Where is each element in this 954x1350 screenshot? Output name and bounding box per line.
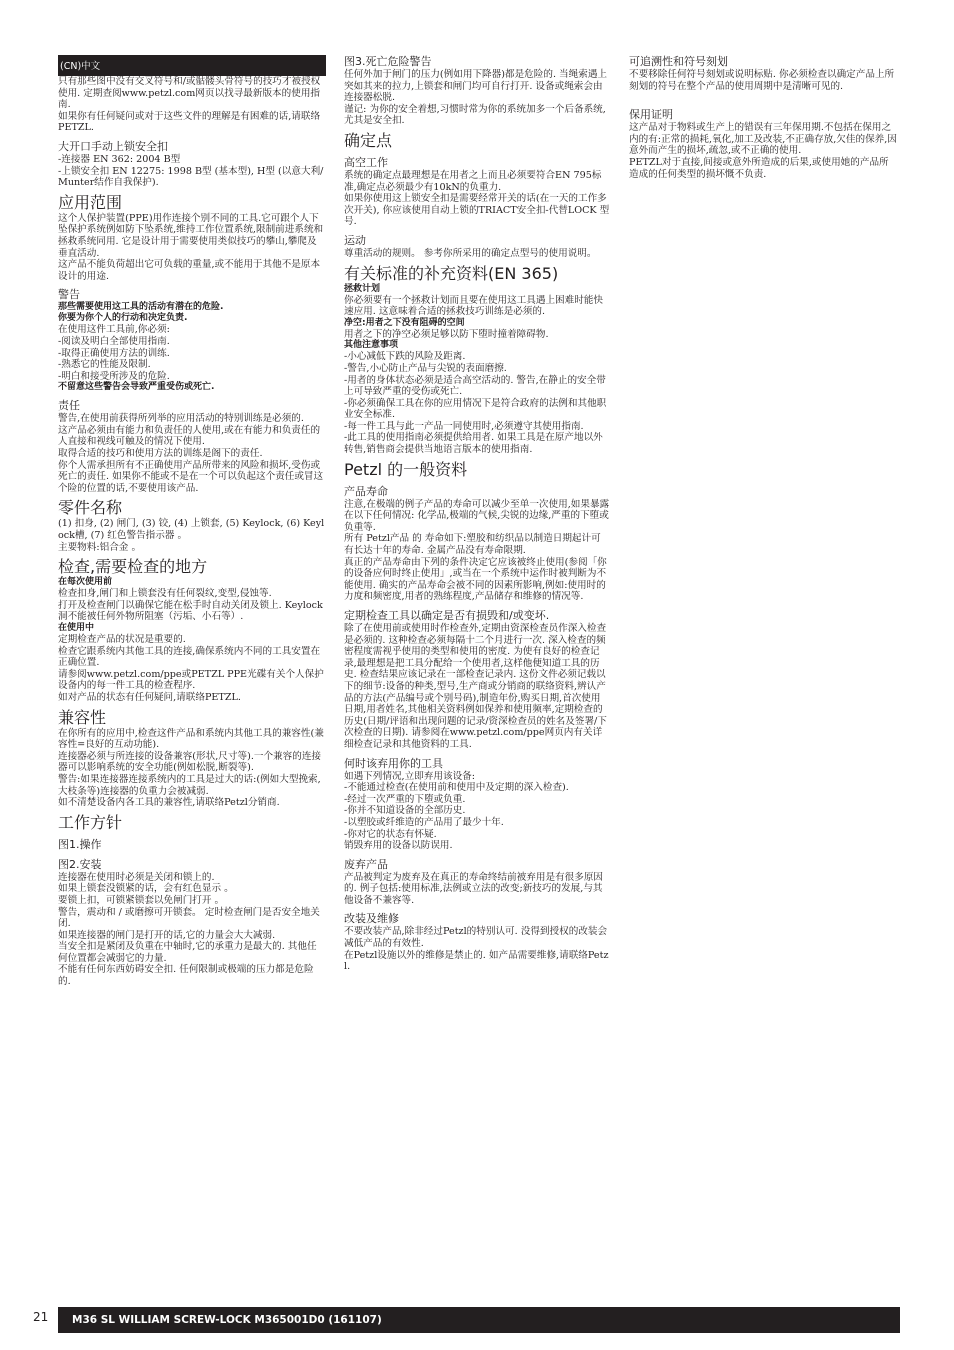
figure-3-label: 图3.死亡危险警告	[344, 55, 432, 68]
clearance-label: 净空:用者之下没有阻碍的空间	[344, 317, 465, 328]
retire-heading: 何时该弃用你的工具	[344, 756, 443, 770]
figure-2-label: 图2.安装	[58, 857, 102, 871]
inspection-heading: 检查,需要检查的地方	[58, 557, 208, 577]
rescue-label: 拯救计划	[344, 283, 381, 294]
warning-text: 在使用这件工具前,你必须: -阅读及明白全部使用指南. -取得正确使用方法的训练. -熟悉它的性能及限制. -明白和接受所涉及的危险.	[58, 324, 170, 382]
warning-bold-text: 那些需要使用这工具的活动有潜在的危险. 你要为你个人的行动和决定负责.	[58, 302, 224, 324]
inspection-during-use-text: 定期检查产品的状况是重要的. 检查它跟系统内其他工具的连接,确保系统内不同的工具安置在正确位置. 请参阅www.petzl.com/ppe或PETZL PPE光碟有关个人保护设备内的每一件工具的检查程序. 如对产品的状态有任何疑问,请联络PETZL.	[58, 634, 324, 703]
sport-heading: 运动	[344, 233, 366, 247]
lifetime-heading: 产品寿命	[344, 484, 388, 498]
warning-bold-footer: 不留意这些警告会导致严重受伤或死亡.	[58, 382, 215, 393]
retire-text: 如遇下列情况,立即弃用该设备: -不能通过检查(在使用前和使用中及定期的深入检查). -经过一次严重的下堕或负重. -你并不知道设备的全部历史. -以塑胶或纤维造的产品用了最少十年. -你对它的状态有怀疑. 销毁弃用的设备以防误用.	[344, 770, 569, 852]
figure-2-text: 连接器在使用时必须是关闭和锁上的. 如果上锁套没锁紧的话，会有红色显示 。 要锁上扣，可锁紧锁套以免闸门打开 。 警告，震动和 / 或磨擦可开锁套。 定时检查闸门是否安全地关闭. 如果连接器的闸门是打开的话,它的力量会大大减弱. 当安全扣是紧闭及负重在中轴时,它的承重力是最大的. 其他任何位置都会减弱它的力量. 不能有任何东西妨碍安全扣. 任何限制或极端的压力都是危险的.	[58, 871, 320, 988]
inspection-during-use-label: 在使用中	[58, 623, 95, 633]
modifications-heading: 改装及维修	[344, 912, 399, 926]
parts-heading: 零件名称	[58, 498, 123, 518]
modifications-text: 不要改装产品,除非经过Petzl的特别认可. 没得到授权的改装会减低产品的有效性. 在Petzl设施以外的维修是禁止的. 如产品需要维修,请联络Petzl.	[344, 926, 609, 973]
language-label: (CN)中文	[58, 55, 326, 76]
petzl-info-heading: Petzl 的一般资料	[344, 459, 468, 479]
inspection-before-use-text: 检查扣身,闸门和上锁套没有任何裂纹,变型,侵蚀等. 打开及检查闸门以确保它能在松手时自动关闭及锁上. Keylock洞不能被任何外物所阻塞（污垢、小石等）.	[58, 588, 323, 623]
en365-heading: 有关标准的补充资料(EN 365)	[344, 263, 559, 283]
column-left	[58, 55, 326, 988]
traceability-text: 不要移除任何符号刻划或说明标贴. 你必须检查以确定产品上所刻划的符号在整个产品的使用周期中是清晰可见的.	[629, 69, 895, 92]
obsolescence-heading: 废弃产品	[344, 857, 388, 871]
periodic-inspection-text: 除了在使用前或使用时作检查外,定期由资深检查员作深入检查是必须的. 这种检查必须每隔十二个月进行一次. 深入检查的频密程度需视乎使用的类型和使用的密度. 为使有良好的检查记录,最理想是把工具分配给一个使用者,这样他便知道工具的历史. 检查结果应该记录在一部检查记录内. 这份文件必须记载以下的细节:设备的种类,型号,生产商或分销商的联络资料,辨认产品的方法(产品编号或个别号码),制造年份,购买日期,首次使用日期,用者姓名,其他相关资料例如保养和使用频率,定期检查的历史(日期/评语和出现问题的记录/资深检查员的姓名及签署/下次检查的日期). 请参阅在www.petzl.com/ppe网页内有关详细检查记录和其他资料的工具.	[344, 623, 607, 750]
figure-1-label: 图1.操作	[58, 837, 102, 851]
work-at-height-heading: 高空工作	[344, 155, 388, 169]
anchor-heading: 确定点	[344, 130, 393, 150]
standards-text: -连接器 EN 362: 2004 B型 -上锁安全扣 EN 12275: 1998 B型 (基本型), H型 (以意大利/Munter结作自我保护).	[58, 153, 324, 189]
column-middle	[344, 55, 610, 973]
compatibility-heading: 兼容性	[58, 707, 107, 727]
page-number: 21	[33, 1310, 49, 1324]
document-reference: M36 SL WILLIAM SCREW-LOCK M365001D0 (161107)	[58, 1307, 900, 1333]
responsibility-heading: 责任	[58, 399, 80, 413]
obsolescence-text: 产品被判定为废弃及在真正的寿命终结前被弃用是有很多原因的. 例子包括:使用标准,法例或立法的改变;新技巧的发展,与其他设备不兼容等.	[344, 871, 604, 906]
responsibility-text: 警告,在使用前获得所列举的应用活动的特别训练是必须的. 这产品必须由有能力和负责任的人使用,或在有能力和负责任的人直接和视线可触及的情况下使用. 取得合适的技巧和使用方法的训练是阁下的责任. 你个人需承担所有不正确使用产品所带来的风险和损坏,受伤或死亡的责任. 如果你不能或不是在一个可以负起这个责任或冒这个险的位置的话,不要使用该产品.	[58, 413, 324, 494]
rescue-text: 你必须要有一个拯救计划而且要在使用这工具遇上困难时能快速应用. 这意味着合适的拯救技巧训练是必须的.	[344, 294, 604, 318]
working-principles-heading: 工作方针	[58, 812, 123, 832]
warranty-text: 这产品对于物料或生产上的错误有三年保用期.不包括在保用之内的有:正常的损耗,氧化,加工及改装,不正确存放,欠佳的保养,因意外而产生的损坏,疏忽,或不正确的使用. PETZL对于直接,间接或意外所造成的后果,或使用她的产品所造成的任何类型的损坏慨不负责.	[629, 122, 897, 180]
scope-text: 这个人保护装置(PPE)用作连接个别不同的工具.它可跟个人下坠保护系统例如防下坠系统,维持工作位置系统,限制前进系统和拯救系统同用. 它是设计用于需要使用类似技巧的攀山,攀爬及垂直活动. 这产品不能负荷超出它可负载的重量,或不能用于其他不是原本设计的用途.	[58, 212, 324, 282]
warning-heading: 警告	[58, 288, 80, 302]
work-at-height-text: 系统的确定点最理想是在用者之上而且必须要符合EN 795标准,确定点必须最少有10kN的负重力. 如果你使用这上锁安全扣是需要经常开关的话(在一天的工作多次开关), 你应该使用自动上锁的TRIACT安全扣-代替LOCK 型号.	[344, 169, 610, 228]
other-notes-label: 其他注意事项	[344, 340, 399, 351]
periodic-inspection-heading: 定期检查工具以确定是否有损毁和/或变坏.	[344, 609, 550, 622]
product-title: 大开口手动上锁安全扣	[58, 139, 168, 153]
lifetime-text: 注意,在极端的例子产品的寿命可以减少至单一次使用,如果暴露在以下任何情况: 化学品,极端的气候,尖锐的边缘,严重的下堕或负重等. 所有 Petzl产品 的 寿命如下:塑胶和纺织品以制造日期起计可有长达十年的寿命. 金属产品没有寿命限期. 真正的产品寿命由下列的条件决定它应该被终止使用(参阅「你的设备应何时终止使用」,或当在一个系统中运作时被判断为不能使用. 确实的产品寿命会被不同的因素所影响,例如:使用时的力度和频密度,用者的熟练程度,产品储存和维修的情况等.	[344, 498, 610, 603]
compatibility-text: 在你所有的应用中,检查这件产品和系统内其他工具的兼容性(兼容性=良好的互动功能). 连接器必须与所连接的设备兼容(形状,尺寸等).一个兼容的连接器可以影响系统的安全功能(例如松脱,断裂等). 警告:如果连接器连接系统内的工具是过大的话:(例如大型挽索,大枝条等)连接器的负重力会被减弱. 如不清楚设备内各工具的兼容性,请联络Petzl分销商.	[58, 727, 324, 809]
clearance-text: 用者之下的净空必须足够以防下堕时撞着障碍物.	[344, 328, 549, 340]
other-notes-text: -小心减低下跌的风险及距离. -警告,小心防止产品与尖锐的表面磨擦. -用者的身体状态必须是适合高空活动的. 警告,在静止的安全带上可导致严重的受伤或死亡. -你必须确保工具在你的应用情况下是符合政府的法例和其他职业安全标准. -每一件工具与此一产品一同使用时,必须遵守其使用指南. -此工具的使用指南必须提供给用者. 如果工具是在原产地以外转售,销售商会提供当地语言版本的使用指南.	[344, 351, 607, 456]
intro-text: 只有那些图中没有交叉符号和/或骷髅头骨符号的技巧才被授权使用. 定期查阅www.petzl.com网页以找寻最新版本的使用指南. 如果你有任何疑问或对于这些文件的理解是有困难的话,请联络PETZL.	[58, 76, 321, 134]
column-right	[629, 55, 897, 180]
figure-3-text: 任何外加于闸门的压力(例如用下降器)都是危险的. 当绳索遇上突如其来的拉力,上锁套和闸门均可自行打开. 设备或绳索会由连接器松脱. 谨记: 为你的安全着想,习惯时常为你的系统加多一个后备系统,尤其是安全扣.	[344, 69, 608, 127]
warranty-heading: 保用证明	[629, 108, 673, 122]
parts-text: (1) 扣身, (2) 闸门, (3) 铰, (4) 上锁套, (5) Keylock, (6) Keylock槽, (7) 红色警告指示器 。 主要物料:铝合金 。	[58, 518, 325, 553]
traceability-heading: 可追溯性和符号刻划	[629, 55, 728, 68]
scope-heading: 应用范围	[58, 192, 123, 212]
sport-text: 尊重活动的规则。 参考你所采用的确定点型号的使用说明。	[344, 247, 597, 259]
inspection-before-use-label: 在每次使用前	[58, 577, 113, 588]
